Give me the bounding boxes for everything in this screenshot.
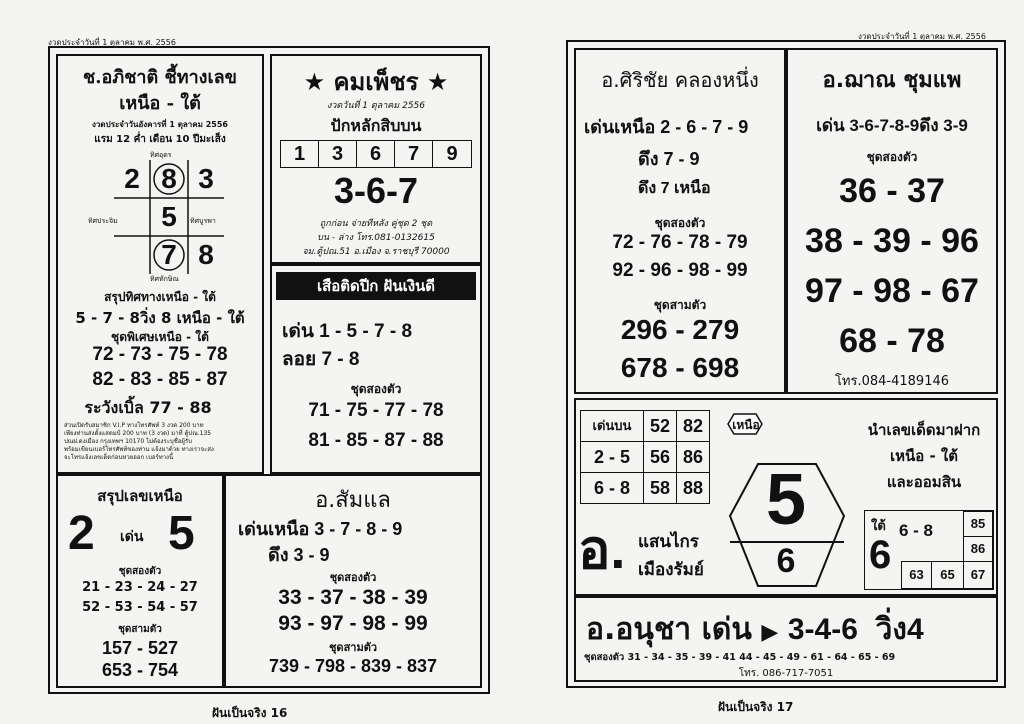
fine-print — [64, 422, 260, 462]
tbl-cell: 58 — [643, 472, 677, 504]
tai-cell: 85 — [963, 511, 993, 537]
samlae-row1: 33 - 37 - 38 - 39 — [278, 586, 428, 609]
header-right: งวดประจำวันที่ 1 ตุลาคม พ.ศ. 2556 — [858, 32, 986, 41]
chan-row1: 36 - 37 — [839, 172, 945, 210]
sirichai-row3: 296 - 279 — [620, 314, 740, 345]
right-text-2: เหนือ - ใต้ — [889, 447, 958, 465]
digit-cell: 3 — [318, 140, 357, 168]
digit-cell: 7 — [394, 140, 433, 168]
saenkrai-box — [574, 398, 998, 596]
anucha-sub: ชุดสองตัว 31 - 34 - 35 - 39 - 41 44 - 45 - 49 - 61 - 64 - 65 - 69 — [584, 652, 896, 663]
digit-cell: 6 — [356, 140, 395, 168]
grid-top-left: 2 — [124, 163, 140, 194]
north-row4: 653 - 754 — [101, 660, 179, 680]
grid-top-right: 3 — [198, 163, 214, 194]
fine-2: เพียงท่านส่งตั้งแสตมป์ 200 บาท (3 งวด) มาที่ ตู้ปณ.135 — [64, 430, 212, 437]
sirichai-row2: 92 - 96 - 98 - 99 — [612, 260, 748, 281]
kompetch-title-row — [272, 62, 480, 101]
footer-right: ฝันเป็นจริง 17 — [718, 700, 794, 714]
digit-row — [280, 140, 472, 168]
grid-top-mid: 8 — [161, 163, 177, 194]
tai-cell: 86 — [963, 536, 993, 562]
tai-block — [864, 510, 994, 590]
fine-1: ส่วนเปิดรับสมาชิก V.I.P ทางโทรศัพท์ 3 งวด 200 บาท — [64, 422, 204, 429]
sirichai-lead: เด่นเหนือ 2 - 6 - 7 - 9 — [584, 117, 749, 137]
suea-title: เสือติดปีก ฝันเงินดี — [276, 272, 476, 300]
samlae-title: อ.สัมแล — [315, 488, 391, 513]
digit-cell: 9 — [432, 140, 472, 168]
tbl-label-bottom: 6 - 8 — [580, 472, 644, 504]
grid-bottom-right: 8 — [198, 239, 214, 270]
north-big-2: 5 — [168, 507, 195, 560]
saenkrai-name1: แสนไกร — [638, 532, 699, 552]
hex-small: 6 — [776, 542, 796, 580]
samlae-sub2: ชุดสองตัว — [329, 571, 377, 584]
anucha-phone: โทร. 086-717-7051 — [738, 668, 834, 679]
dir-south: ทิศทักษิณ — [150, 275, 180, 283]
apichart-title: ช.อภิชาติ ชี้ทางเลข — [83, 67, 237, 88]
chan-lead: เด่น 3-6-7-8-9ดึง 3-9 — [816, 116, 968, 135]
saenkrai-logo: อ. — [578, 520, 626, 580]
chan-title: อ.ฌาณ ชุมแพ — [822, 68, 962, 93]
apichart-date: งวดประจำวันอังคารที่ 1 ตุลาคม 2556 — [92, 120, 228, 129]
north-sub3: ชุดสามตัว — [118, 624, 162, 635]
north-summary-title: สรุปเลขเหนือ — [97, 487, 183, 505]
samlae-sub3: ชุดสามตัว — [328, 641, 378, 654]
dir-east: ทิศบูรพา — [190, 217, 216, 225]
chan-row3: 97 - 98 - 67 — [805, 272, 979, 310]
anucha-box — [574, 596, 998, 682]
tbl-cell: 82 — [676, 410, 710, 442]
suea-row1: 71 - 75 - 77 - 78 — [308, 400, 444, 421]
apichart-box — [56, 54, 264, 474]
special-row1: 72 - 73 - 75 - 78 — [92, 344, 228, 365]
samlae-row2: 93 - 97 - 98 - 99 — [278, 612, 428, 635]
anucha-run: วิ่ง4 — [875, 613, 924, 646]
suea-box — [270, 264, 482, 474]
summary-title: สรุปทิศทางเหนือ - ใต้ — [104, 290, 216, 304]
north-sub2: ชุดสองตัว — [118, 566, 162, 577]
star-icon: ★ — [303, 68, 326, 96]
tai-cell: 63 — [901, 561, 932, 589]
dir-west: ทิศประจิม — [88, 217, 118, 225]
chan-sub: ชุดสองตัว — [866, 150, 918, 164]
summary-line: 5 - 7 - 8วิ่ง 8 เหนือ - ใต้ — [75, 309, 245, 327]
samlae-lead: เด่นเหนือ 3 - 7 - 8 - 9 — [238, 519, 403, 539]
tbl-cell: 88 — [676, 472, 710, 504]
watch-line: ระวังเบิ้ล 77 - 88 — [84, 398, 212, 417]
kompetch-box — [270, 54, 482, 264]
tbl-cell: 56 — [643, 441, 677, 473]
north-row3: 157 - 527 — [101, 638, 179, 658]
anucha-title: อ.อนุชา เด่น — [586, 612, 752, 647]
chan-box — [786, 48, 998, 394]
north-row1: 21 - 23 - 24 - 27 — [82, 580, 198, 595]
dir-north: ทิศอุดร — [150, 151, 172, 159]
apichart-subtitle: เหนือ - ใต้ — [119, 93, 201, 114]
tai-mid: 6 - 8 — [899, 521, 934, 540]
sirichai-title: อ.ศิริชัย คลองหนึ่ง — [601, 68, 759, 92]
sirichai-pull2: ดึง 7 เหนือ — [638, 180, 711, 197]
hex-big: 5 — [765, 460, 807, 540]
chan-row2: 38 - 39 - 96 — [805, 222, 979, 260]
kompetch-date: งวดวันที่ 1 ตุลาคม 2556 — [326, 101, 425, 111]
sirichai-row4: 678 - 698 — [620, 352, 740, 383]
kompetch-title: คมเพ็ชร — [333, 68, 419, 96]
kompetch-main: 3-6-7 — [333, 170, 419, 211]
suea-lead: เด่น 1 - 5 - 7 - 8 — [282, 321, 413, 342]
tbl-label-top: เด่นบน — [580, 410, 644, 442]
north-big-1: 2 — [68, 507, 95, 560]
fine-3: ปณฝ.ดงเมือง กรุงเทพฯ 10170 ไม่ต้องระบุชื่อผู้รับ — [64, 438, 192, 445]
right-text-3: และออมสิน — [886, 473, 962, 491]
tbl-label-mid: 2 - 5 — [580, 441, 644, 473]
sirichai-pull1: ดึง 7 - 9 — [638, 149, 700, 169]
north-tag: เหนือ — [732, 418, 760, 432]
kompetch-sub: ปักหลักสิบบน — [330, 116, 422, 135]
sirichai-row1: 72 - 76 - 78 - 79 — [612, 232, 748, 253]
header-left: งวดประจำวันที่ 1 ตุลาคม พ.ศ. 2556 — [48, 38, 176, 47]
digit-cell: 1 — [280, 140, 319, 168]
tai-cell: 67 — [963, 561, 993, 589]
samlae-row3: 739 - 798 - 839 - 837 — [268, 656, 438, 676]
fine-5: จะโทรแจ้งเลขเด็ดก่อนหวยออก เบอร์ทางนี้ — [64, 454, 174, 461]
arrow-right-icon: ▶ — [761, 620, 779, 645]
tai-cell: 65 — [931, 561, 964, 589]
kompetch-note3: จม.ตู้ปณ.51 อ.เมือง จ.ราชบุรี 70000 — [302, 247, 450, 257]
footer-left: ฝันเป็นจริง 16 — [212, 706, 288, 720]
tbl-cell: 86 — [676, 441, 710, 473]
anucha-nums: 3-4-6 — [787, 613, 858, 646]
sirichai-box — [574, 48, 786, 394]
north-summary-box — [56, 474, 224, 688]
kompetch-note1: ถูกก่อน จ่ายทีหลัง คู่ชุด 2 ชุด — [319, 219, 433, 229]
saenkrai-name2: เมืองรัมย์ — [638, 560, 704, 580]
north-mid: เด่น — [120, 529, 144, 545]
grid-bottom-mid: 7 — [161, 239, 177, 270]
suea-float: ลอย 7 - 8 — [282, 349, 360, 370]
chan-row4: 68 - 78 — [839, 322, 945, 360]
special-row2: 82 - 83 - 85 - 87 — [92, 369, 228, 390]
tai-big: 6 — [869, 533, 892, 577]
sirichai-sub3: ชุดสามตัว — [653, 298, 707, 312]
apichart-lunar: แรม 12 ค่ำ เดือน 10 ปีมะเส็ง — [94, 134, 226, 145]
suea-row2: 81 - 85 - 87 - 88 — [308, 430, 444, 451]
samlae-pull: ดึง 3 - 9 — [268, 545, 330, 565]
samlae-box — [224, 474, 482, 688]
chan-phone: โทร.084-4189146 — [834, 374, 950, 389]
sirichai-sub2: ชุดสองตัว — [654, 216, 706, 230]
anucha-line — [586, 606, 924, 653]
tbl-cell: 52 — [643, 410, 677, 442]
fine-4: พร้อมเขียนเบอร์โทรศัพท์ของท่าน แจ้งมาด้วย ทางเราจะส่ง — [64, 446, 214, 453]
special-title: ชุดพิเศษเหนือ - ใต้ — [111, 330, 209, 344]
star-icon: ★ — [426, 68, 449, 96]
kompetch-note2: บน - ล่าง โทร.081-0132615 — [317, 233, 435, 243]
right-text-1: นำเลขเด็ดมาฝาก — [867, 421, 981, 439]
north-row2: 52 - 53 - 54 - 57 — [82, 600, 198, 615]
grid-center: 5 — [161, 201, 177, 232]
suea-sub: ชุดสองตัว — [350, 382, 402, 396]
tai-label: ใต้ — [871, 519, 886, 534]
